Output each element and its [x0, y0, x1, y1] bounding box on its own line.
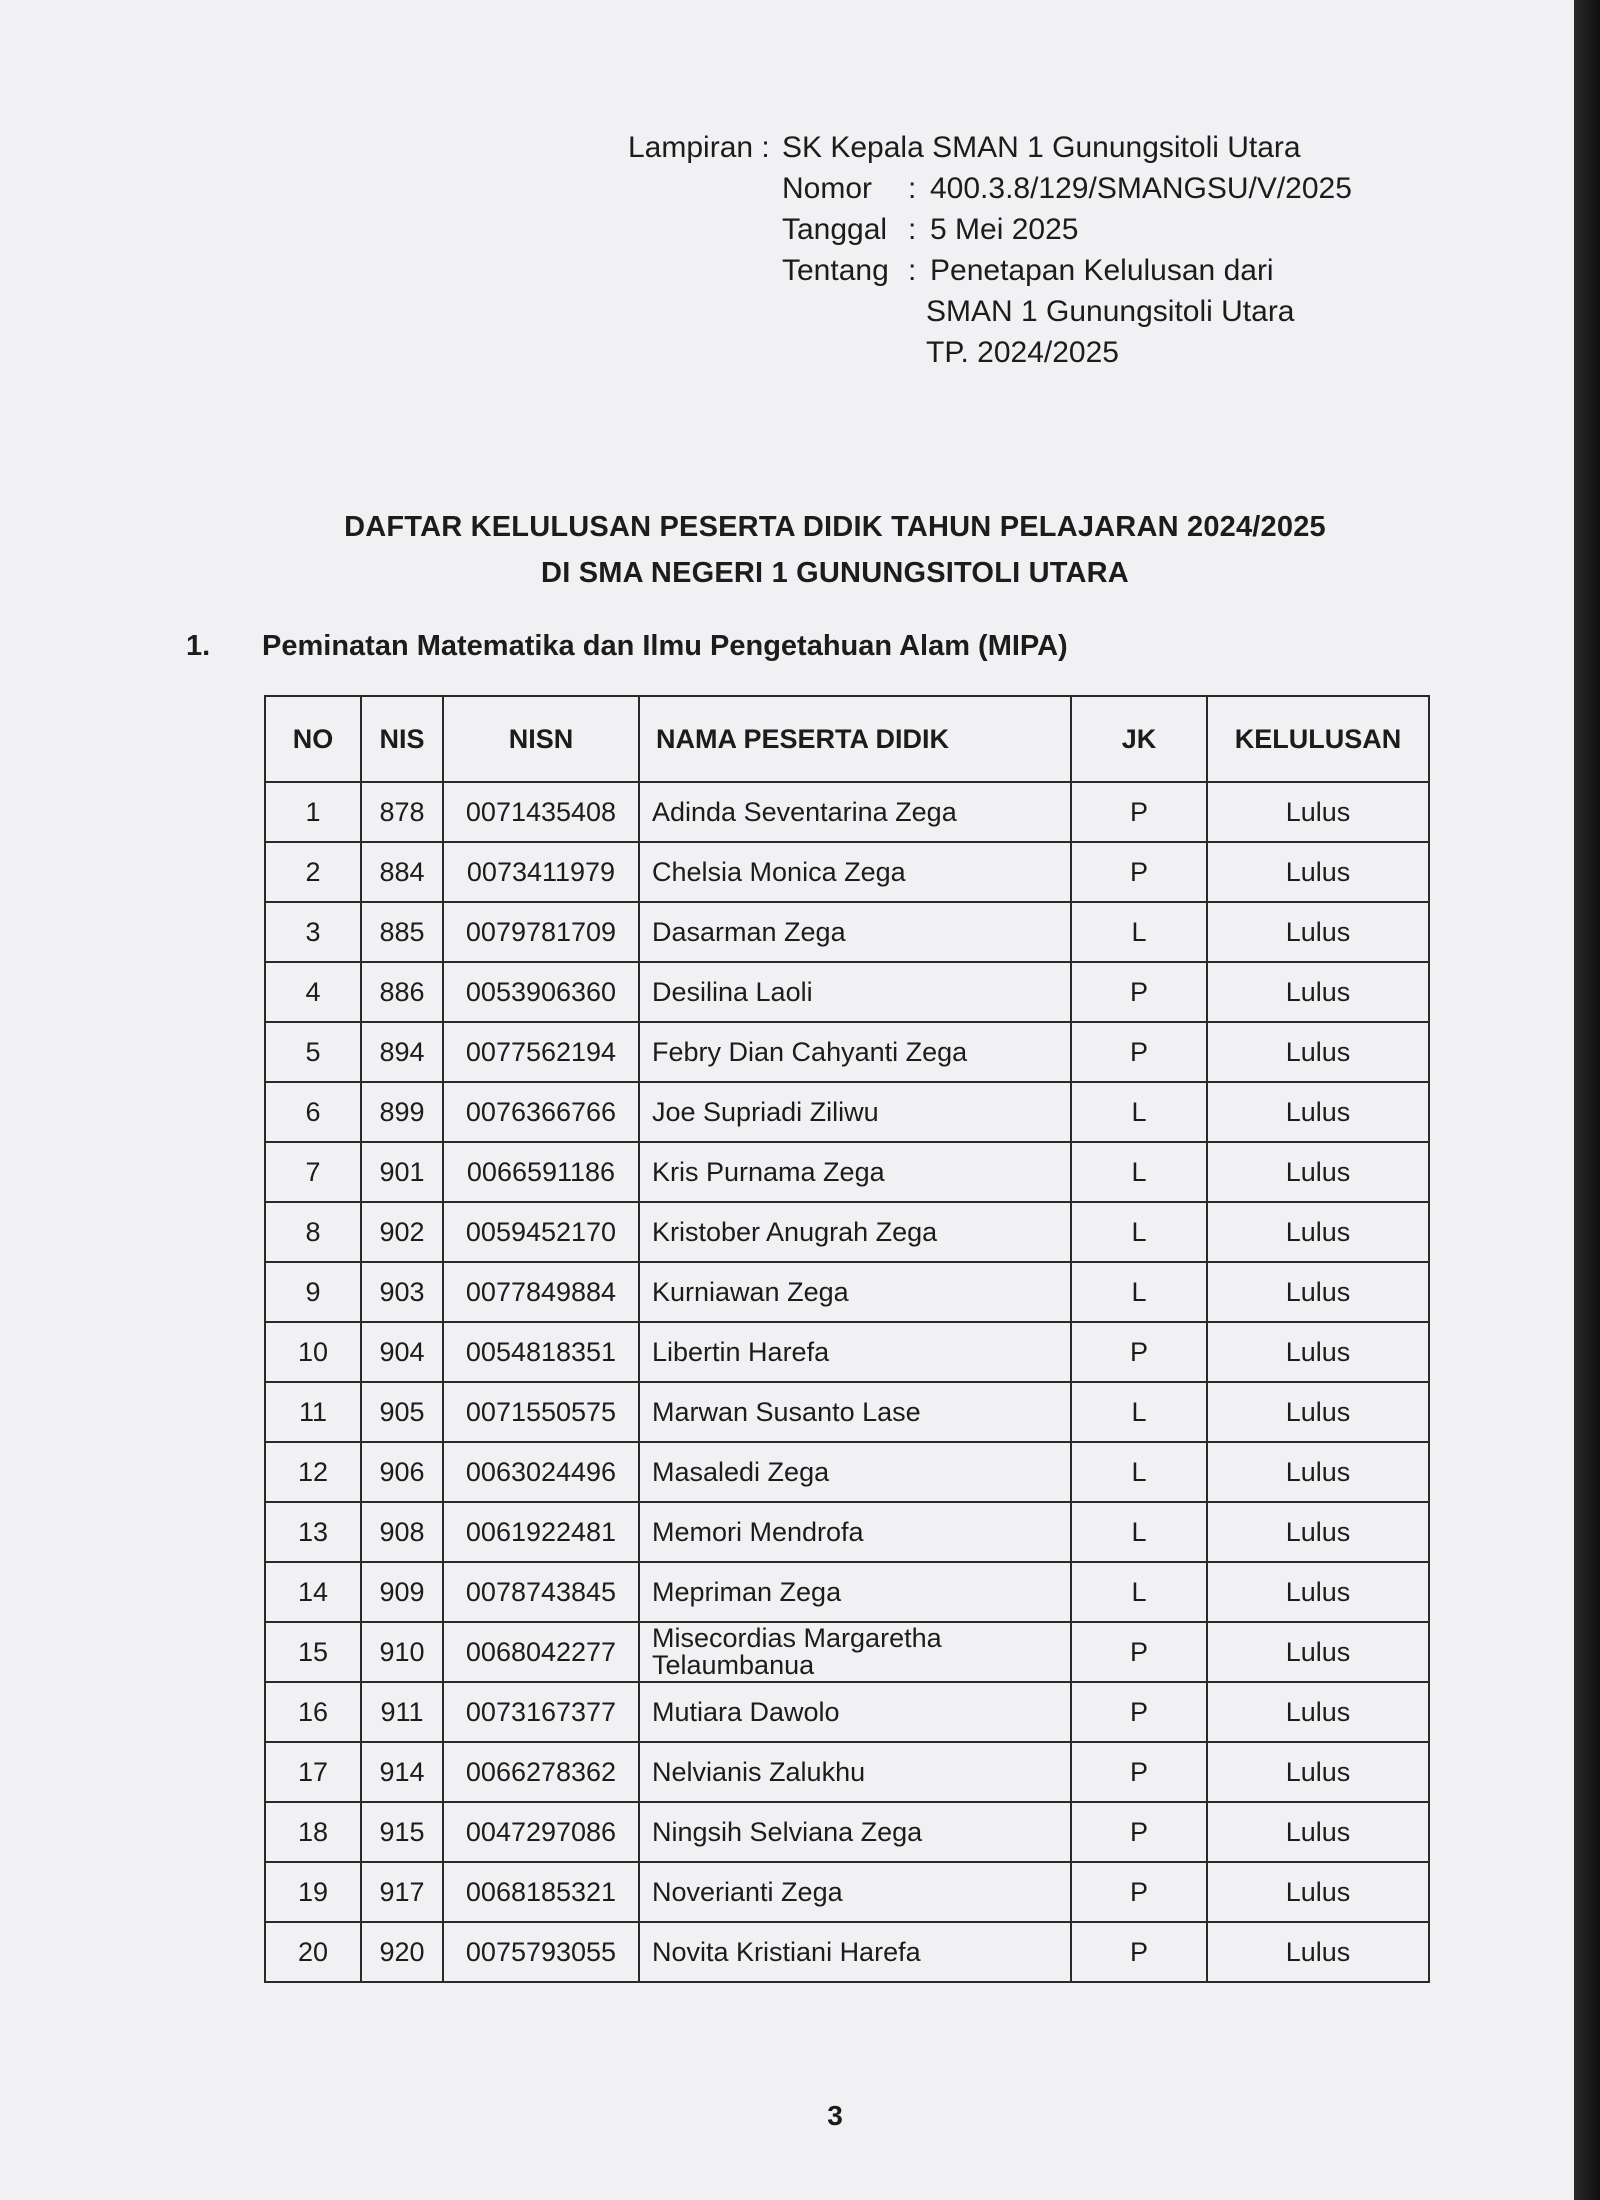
cell-no: 7: [265, 1142, 361, 1202]
cell-no: 15: [265, 1622, 361, 1682]
cell-no: 16: [265, 1682, 361, 1742]
tanggal-label: Tanggal: [782, 213, 888, 246]
cell-jk: L: [1071, 1382, 1207, 1442]
cell-nisn: 0079781709: [443, 902, 639, 962]
table-row: [265, 902, 1429, 962]
cell-nisn: 0071435408: [443, 782, 639, 842]
cell-jk: P: [1071, 1862, 1207, 1922]
cell-kelulusan: Lulus: [1207, 1742, 1429, 1802]
cell-nama: Mepriman Zega: [639, 1562, 1071, 1622]
header-nis: NIS: [361, 696, 443, 782]
cell-nis: 920: [361, 1922, 443, 1982]
cell-no: 8: [265, 1202, 361, 1262]
table-header-row: [265, 696, 1429, 782]
cell-nis: 905: [361, 1382, 443, 1442]
cell-kelulusan: Lulus: [1207, 1622, 1429, 1682]
cell-nisn: 0063024496: [443, 1442, 639, 1502]
cell-nama: Noverianti Zega: [639, 1862, 1071, 1922]
cell-no: 9: [265, 1262, 361, 1322]
cell-kelulusan: Lulus: [1207, 1262, 1429, 1322]
graduation-table: [264, 695, 1430, 1983]
nomor-row: Nomor : 400.3.8/129/SMANGSU/V/2025: [628, 168, 1352, 209]
cell-nis: 908: [361, 1502, 443, 1562]
table-row: [265, 1682, 1429, 1742]
cell-jk: P: [1071, 962, 1207, 1022]
cell-kelulusan: Lulus: [1207, 1862, 1429, 1922]
cell-kelulusan: Lulus: [1207, 902, 1429, 962]
table-row: [265, 1622, 1429, 1682]
cell-nisn: 0077849884: [443, 1262, 639, 1322]
section-title: Peminatan Matematika dan Ilmu Pengetahuan Alam (MIPA): [262, 630, 1068, 662]
cell-nisn: 0047297086: [443, 1802, 639, 1862]
tentang-value-2: SMAN 1 Gunungsitoli Utara: [926, 295, 1295, 328]
cell-nisn: 0073167377: [443, 1682, 639, 1742]
table-row: [265, 1562, 1429, 1622]
cell-kelulusan: Lulus: [1207, 782, 1429, 842]
cell-no: 18: [265, 1802, 361, 1862]
table-row: [265, 962, 1429, 1022]
cell-nama: Dasarman Zega: [639, 902, 1071, 962]
cell-jk: P: [1071, 1742, 1207, 1802]
tentang-row-3: [628, 332, 1352, 373]
cell-no: 19: [265, 1862, 361, 1922]
cell-nama: Ningsih Selviana Zega: [639, 1802, 1071, 1862]
cell-no: 20: [265, 1922, 361, 1982]
cell-kelulusan: Lulus: [1207, 1022, 1429, 1082]
title-line-1: DAFTAR KELULUSAN PESERTA DIDIK TAHUN PELAJARAN 2024/2025: [344, 511, 1326, 543]
cell-kelulusan: Lulus: [1207, 1202, 1429, 1262]
cell-no: 1: [265, 782, 361, 842]
cell-nis: 911: [361, 1682, 443, 1742]
table-row: [265, 1502, 1429, 1562]
cell-nama: Kurniawan Zega: [639, 1262, 1071, 1322]
cell-nis: 914: [361, 1742, 443, 1802]
table-row: [265, 782, 1429, 842]
cell-no: 11: [265, 1382, 361, 1442]
cell-jk: P: [1071, 1682, 1207, 1742]
header-no: NO: [265, 696, 361, 782]
attachment-header: [628, 127, 1352, 373]
cell-nama: Novita Kristiani Harefa: [639, 1922, 1071, 1982]
cell-nis: 902: [361, 1202, 443, 1262]
cell-nisn: 0066591186: [443, 1142, 639, 1202]
cell-kelulusan: Lulus: [1207, 1502, 1429, 1562]
cell-jk: P: [1071, 1802, 1207, 1862]
cell-nama: Kris Purnama Zega: [639, 1142, 1071, 1202]
scan-edge: [1574, 0, 1600, 2200]
table-row: [265, 1262, 1429, 1322]
tentang-row: Tentang : Penetapan Kelulusan dari: [628, 250, 1352, 291]
cell-no: 14: [265, 1562, 361, 1622]
cell-nis: 917: [361, 1862, 443, 1922]
cell-nis: 915: [361, 1802, 443, 1862]
cell-no: 17: [265, 1742, 361, 1802]
cell-nis: 884: [361, 842, 443, 902]
cell-jk: L: [1071, 1142, 1207, 1202]
cell-jk: P: [1071, 842, 1207, 902]
cell-nisn: 0076366766: [443, 1082, 639, 1142]
cell-nisn: 0054818351: [443, 1322, 639, 1382]
cell-kelulusan: Lulus: [1207, 1802, 1429, 1862]
cell-nisn: 0075793055: [443, 1922, 639, 1982]
cell-nisn: 0073411979: [443, 842, 639, 902]
cell-jk: P: [1071, 782, 1207, 842]
tanggal-row: Tanggal : 5 Mei 2025: [628, 209, 1352, 250]
cell-jk: L: [1071, 1562, 1207, 1622]
cell-nama: Misecordias Margaretha Telaumbanua: [639, 1622, 1071, 1682]
cell-nama: Kristober Anugrah Zega: [639, 1202, 1071, 1262]
cell-no: 10: [265, 1322, 361, 1382]
cell-nis: 910: [361, 1622, 443, 1682]
cell-nama: Marwan Susanto Lase: [639, 1382, 1071, 1442]
cell-nis: 885: [361, 902, 443, 962]
cell-jk: L: [1071, 1442, 1207, 1502]
cell-nis: 909: [361, 1562, 443, 1622]
cell-kelulusan: Lulus: [1207, 962, 1429, 1022]
cell-kelulusan: Lulus: [1207, 1442, 1429, 1502]
section-number: 1.: [186, 630, 211, 662]
cell-nisn: 0068042277: [443, 1622, 639, 1682]
cell-kelulusan: Lulus: [1207, 1562, 1429, 1622]
cell-nisn: 0071550575: [443, 1382, 639, 1442]
cell-nama: Adinda Seventarina Zega: [639, 782, 1071, 842]
table-row: [265, 1802, 1429, 1862]
cell-nis: 894: [361, 1022, 443, 1082]
header-nisn: NISN: [443, 696, 639, 782]
cell-nis: 886: [361, 962, 443, 1022]
title-line-2: DI SMA NEGERI 1 GUNUNGSITOLI UTARA: [541, 557, 1129, 589]
tentang-value-3: TP. 2024/2025: [926, 336, 1119, 369]
attachment-doc: SK Kepala SMAN 1 Gunungsitoli Utara: [782, 131, 1301, 164]
page-number: 3: [827, 2100, 843, 2131]
cell-nama: Masaledi Zega: [639, 1442, 1071, 1502]
cell-no: 4: [265, 962, 361, 1022]
cell-nama: Joe Supriadi Ziliwu: [639, 1082, 1071, 1142]
cell-nisn: 0078743845: [443, 1562, 639, 1622]
cell-kelulusan: Lulus: [1207, 1682, 1429, 1742]
header-jk: JK: [1071, 696, 1207, 782]
cell-nama: Chelsia Monica Zega: [639, 842, 1071, 902]
table-row: [265, 1322, 1429, 1382]
cell-nama: Desilina Laoli: [639, 962, 1071, 1022]
cell-jk: P: [1071, 1922, 1207, 1982]
cell-no: 5: [265, 1022, 361, 1082]
cell-nisn: 0059452170: [443, 1202, 639, 1262]
attachment-label: Lampiran :: [628, 131, 770, 164]
table-row: [265, 1142, 1429, 1202]
cell-nis: 903: [361, 1262, 443, 1322]
attachment-row: [628, 127, 1352, 168]
cell-no: 2: [265, 842, 361, 902]
cell-jk: P: [1071, 1322, 1207, 1382]
nomor-value: 400.3.8/129/SMANGSU/V/2025: [930, 172, 1352, 205]
cell-jk: L: [1071, 1502, 1207, 1562]
cell-kelulusan: Lulus: [1207, 1082, 1429, 1142]
cell-nisn: 0077562194: [443, 1022, 639, 1082]
nomor-label: Nomor: [782, 172, 873, 205]
cell-no: 3: [265, 902, 361, 962]
cell-jk: L: [1071, 1202, 1207, 1262]
table-row: [265, 1442, 1429, 1502]
table-row: [265, 1082, 1429, 1142]
cell-kelulusan: Lulus: [1207, 1922, 1429, 1982]
table-row: [265, 1382, 1429, 1442]
table-row: [265, 1022, 1429, 1082]
cell-nis: 878: [361, 782, 443, 842]
cell-nisn: 0053906360: [443, 962, 639, 1022]
cell-nis: 901: [361, 1142, 443, 1202]
cell-nisn: 0061922481: [443, 1502, 639, 1562]
cell-jk: L: [1071, 902, 1207, 962]
cell-nisn: 0066278362: [443, 1742, 639, 1802]
cell-nama: Mutiara Dawolo: [639, 1682, 1071, 1742]
table-row: [265, 1742, 1429, 1802]
cell-nis: 899: [361, 1082, 443, 1142]
cell-jk: L: [1071, 1262, 1207, 1322]
tentang-value-1: Penetapan Kelulusan dari: [930, 254, 1274, 287]
cell-kelulusan: Lulus: [1207, 842, 1429, 902]
table-row: [265, 1922, 1429, 1982]
tanggal-value: 5 Mei 2025: [930, 213, 1079, 246]
cell-nisn: 0068185321: [443, 1862, 639, 1922]
cell-kelulusan: Lulus: [1207, 1322, 1429, 1382]
cell-nis: 906: [361, 1442, 443, 1502]
cell-no: 13: [265, 1502, 361, 1562]
tentang-label: Tentang: [782, 254, 889, 287]
cell-jk: P: [1071, 1022, 1207, 1082]
table-row: [265, 1202, 1429, 1262]
cell-nama: Febry Dian Cahyanti Zega: [639, 1022, 1071, 1082]
tentang-row-2: [628, 291, 1352, 332]
cell-no: 12: [265, 1442, 361, 1502]
cell-no: 6: [265, 1082, 361, 1142]
cell-kelulusan: Lulus: [1207, 1382, 1429, 1442]
header-nama: NAMA PESERTA DIDIK: [639, 696, 1071, 782]
cell-nama: Memori Mendrofa: [639, 1502, 1071, 1562]
table-row: [265, 1862, 1429, 1922]
header-kelulusan: KELULUSAN: [1207, 696, 1429, 782]
cell-kelulusan: Lulus: [1207, 1142, 1429, 1202]
cell-jk: L: [1071, 1082, 1207, 1142]
section-heading: [186, 630, 1068, 663]
cell-nis: 904: [361, 1322, 443, 1382]
table-row: [265, 842, 1429, 902]
document-title: [0, 504, 1600, 596]
cell-nama: Nelvianis Zalukhu: [639, 1742, 1071, 1802]
cell-jk: P: [1071, 1622, 1207, 1682]
cell-nama: Libertin Harefa: [639, 1322, 1071, 1382]
